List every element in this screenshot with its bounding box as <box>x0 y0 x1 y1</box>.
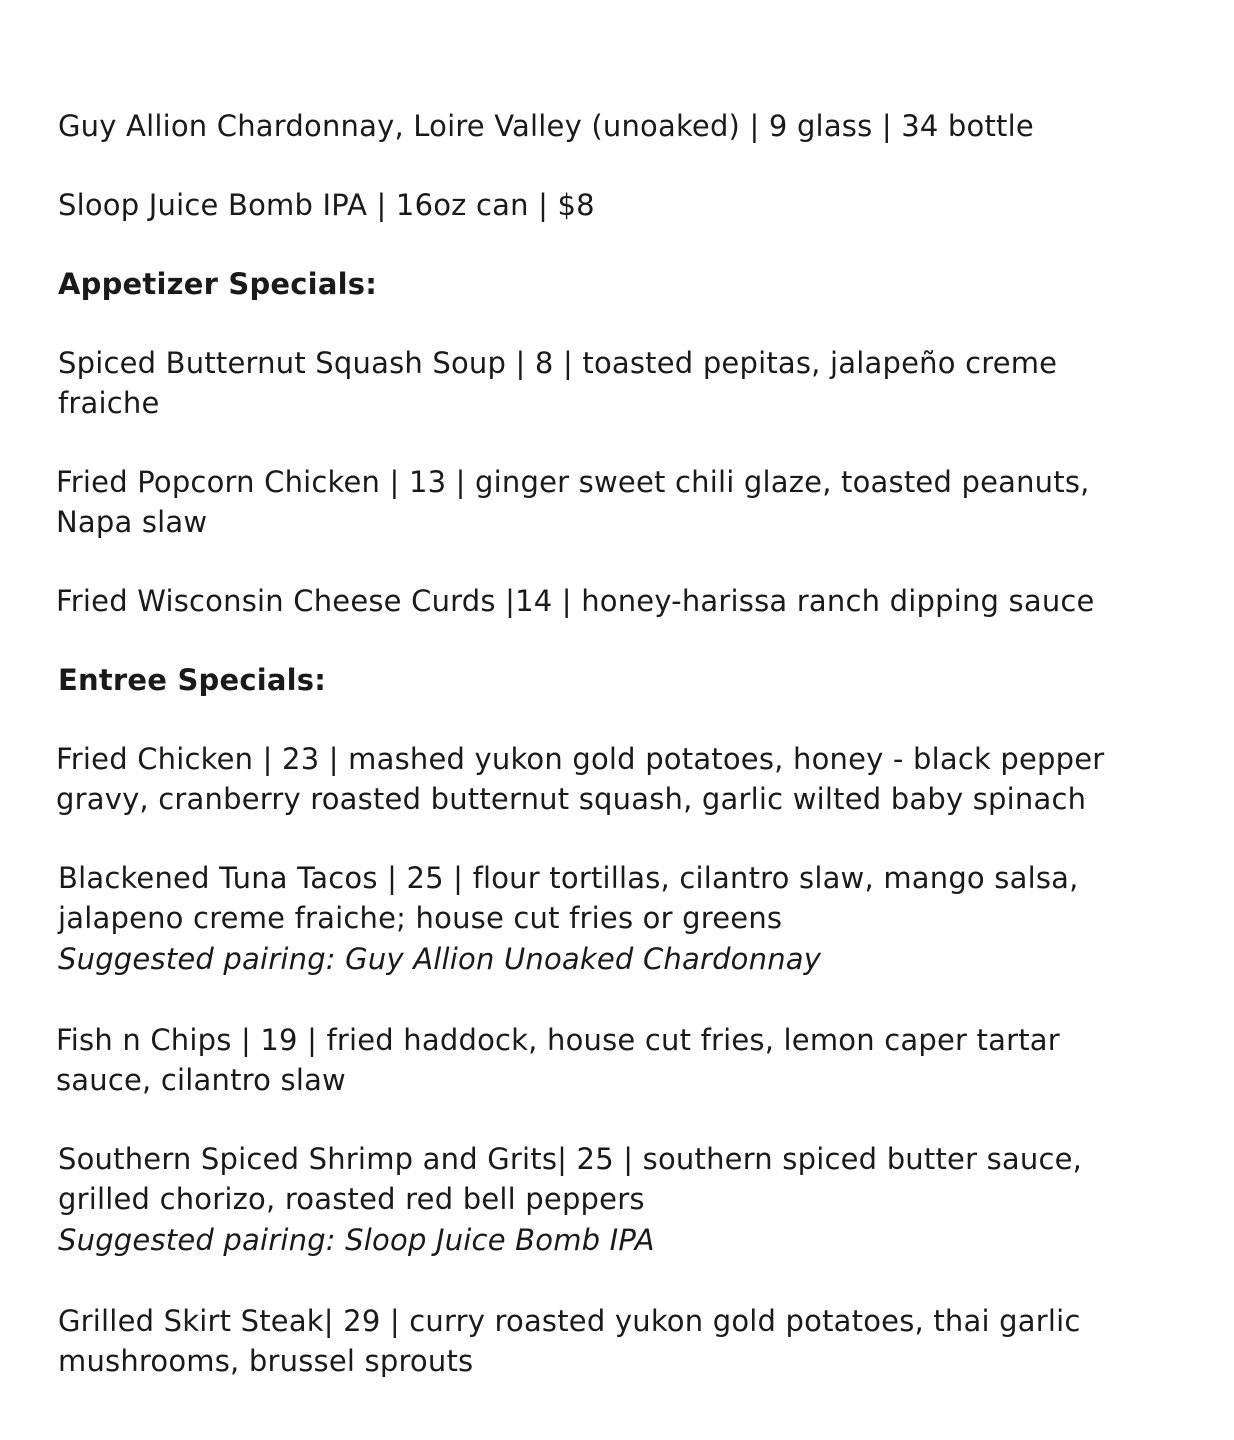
item-line: Grilled Skirt Steak| 29 | curry roasted yukon gold potatoes, thai garlic <box>58 1304 1081 1338</box>
item-line: jalapeno creme fraiche; house cut fries or greens <box>58 901 783 935</box>
item-line: gravy, cranberry roasted butternut squash, garlic wilted baby spinach <box>56 782 1087 816</box>
suggested-pairing: Suggested pairing: Sloop Juice Bomb IPA <box>58 1223 655 1257</box>
item-line: grilled chorizo, roasted red bell peppers <box>58 1182 645 1216</box>
drink-item <box>58 106 1218 146</box>
item-line: mushrooms, brussel sprouts <box>58 1344 474 1378</box>
entree-item <box>58 1139 1218 1262</box>
appetizer-item <box>56 462 1218 542</box>
entree-item <box>56 1020 1218 1100</box>
item-line: Fried Chicken | 23 | mashed yukon gold potatoes, honey - black pepper <box>56 742 1105 776</box>
appetizer-item <box>56 581 1218 621</box>
item-line: Blackened Tuna Tacos | 25 | flour tortillas, cilantro slaw, mango salsa, <box>58 861 1079 895</box>
item-line: Southern Spiced Shrimp and Grits| 25 | southern spiced butter sauce, <box>58 1142 1083 1176</box>
appetizer-heading-block <box>58 264 1218 304</box>
item-line: fraiche <box>58 386 160 420</box>
item-line: Fried Wisconsin Cheese Curds |14 | honey-harissa ranch dipping sauce <box>56 584 1095 618</box>
entree-item <box>58 1301 1218 1381</box>
suggested-pairing: Suggested pairing: Guy Allion Unoaked Chardonnay <box>58 942 822 976</box>
entree-heading-block <box>58 660 1218 700</box>
entree-item <box>58 858 1218 981</box>
appetizer-heading: Appetizer Specials: <box>58 267 377 301</box>
item-line: Napa slaw <box>56 505 208 539</box>
item-line: Fried Popcorn Chicken | 13 | ginger sweet chili glaze, toasted peanuts, <box>56 465 1090 499</box>
item-line: Spiced Butternut Squash Soup | 8 | toasted pepitas, jalapeño creme <box>58 346 1058 380</box>
specials-menu <box>58 106 1218 1381</box>
item-line: sauce, cilantro slaw <box>56 1063 346 1097</box>
drink-item <box>58 185 1218 225</box>
entree-item <box>56 739 1218 819</box>
drink-line: Sloop Juice Bomb IPA | 16oz can | $8 <box>58 188 595 222</box>
drink-line: Guy Allion Chardonnay, Loire Valley (unoaked) | 9 glass | 34 bottle <box>58 109 1034 143</box>
appetizer-item <box>58 343 1218 423</box>
item-line: Fish n Chips | 19 | fried haddock, house cut fries, lemon caper tartar <box>56 1023 1060 1057</box>
entree-heading: Entree Specials: <box>58 663 327 697</box>
